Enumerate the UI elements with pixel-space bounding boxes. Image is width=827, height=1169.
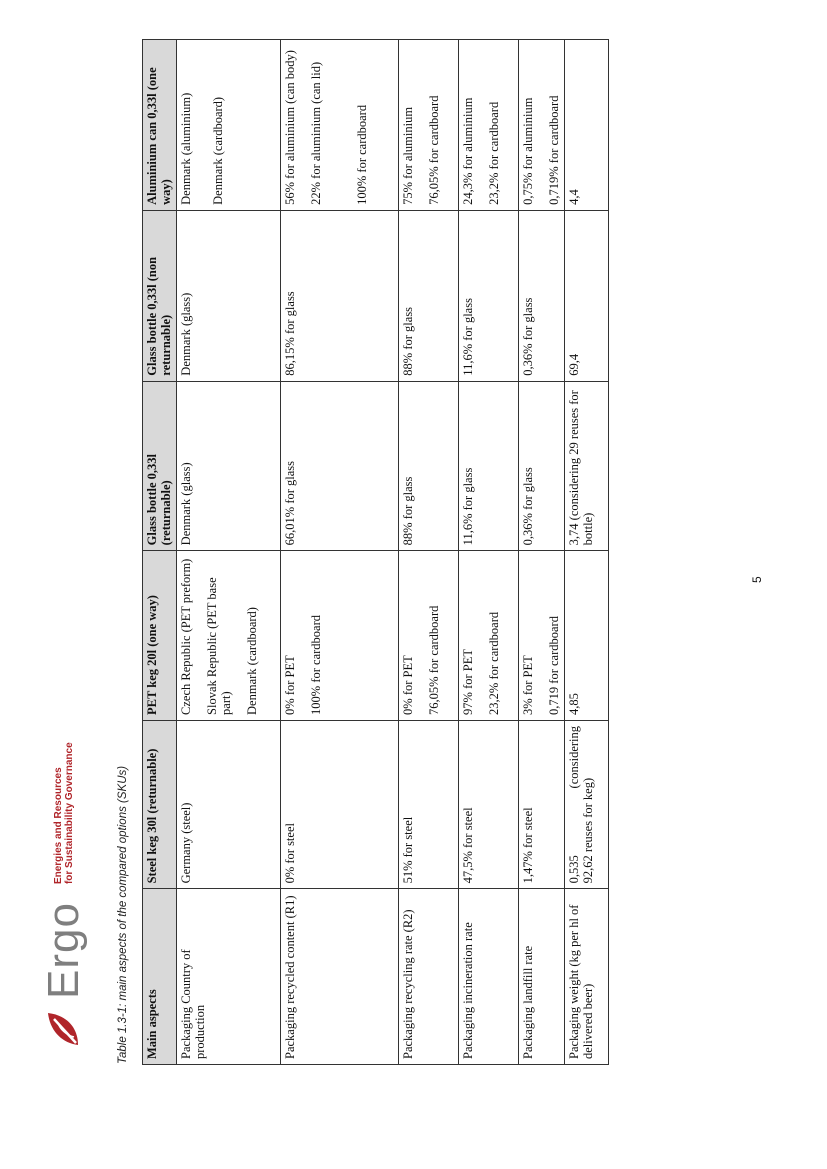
glass-ret-cell: 88% for glass: [399, 381, 459, 551]
glass-nonret-cell: 69,4: [565, 210, 609, 381]
aspect-cell: Packaging recycling rate (R2): [399, 889, 459, 1065]
cell-line: 100% for cardboard: [309, 615, 323, 715]
glass-ret-cell: 66,01% for glass: [281, 381, 399, 551]
alu-cell: [399, 40, 459, 211]
cell-line: 0,719 for cardboard: [547, 616, 561, 715]
pet-cell: [177, 551, 281, 721]
cell-text: 0,535: [567, 855, 581, 884]
aspect-cell: Packaging incineration rate: [459, 889, 519, 1065]
table-row: [459, 40, 519, 1065]
glass-nonret-cell: 11,6% for glass: [459, 210, 519, 381]
cell-line: Denmark (cardboard): [211, 96, 225, 205]
cell-line: 0% for PET: [283, 655, 297, 715]
cell-text: (considering: [567, 725, 581, 789]
pet-cell: 4,85: [565, 551, 609, 721]
header-steel-keg: Steel keg 30l (returnable): [143, 720, 177, 888]
cell-line: 23,2% for cardboard: [487, 611, 501, 715]
cell-line: 100% for cardboard: [355, 104, 369, 205]
cell-line: 76,05% for cardboard: [427, 605, 441, 715]
ergo-logo: [39, 742, 88, 1049]
cell-line: 76,05% for cardboard: [427, 95, 441, 205]
glass-nonret-cell: 0,36% for glass: [519, 210, 565, 381]
glass-ret-cell: 11,6% for glass: [459, 381, 519, 551]
alu-cell: [281, 40, 399, 211]
steel-cell: [565, 720, 609, 888]
aspect-cell: Packaging recycled content (R1): [281, 889, 399, 1065]
cell-line: 23,2% for cardboard: [487, 101, 501, 205]
glass-nonret-cell: Denmark (glass): [177, 210, 281, 381]
pet-cell: [281, 551, 399, 721]
tagline-line-2: for Sustainability Governance: [64, 742, 75, 885]
steel-cell: 0% for steel: [281, 720, 399, 888]
aspect-cell: Packaging landfill rate: [519, 889, 565, 1065]
cell-line: Denmark (aluminium): [179, 92, 193, 205]
cell-line: 24,3% for aluminium: [461, 97, 475, 205]
table-row: [399, 40, 459, 1065]
steel-cell: Germany (steel): [177, 720, 281, 888]
alu-cell: [459, 40, 519, 211]
header-main-aspects: Main aspects: [143, 889, 177, 1065]
aspect-cell: Packaging weight (kg per hl of delivered beer): [565, 889, 609, 1065]
pet-cell: [399, 551, 459, 721]
header-pet-keg: PET keg 20l (one way): [143, 551, 177, 721]
cell-line: 0,719% for cardboard: [547, 95, 561, 205]
header-glass-returnable: Glass bottle 0,33l (returnable): [143, 381, 177, 551]
steel-cell: 47,5% for steel: [459, 720, 519, 888]
cell-line: Czech Republic (PET preform): [179, 558, 193, 715]
pet-cell: [459, 551, 519, 721]
cell-line: 0,75% for aluminium: [521, 97, 535, 205]
header-aluminium-can: Aluminium can 0,33l (one way): [143, 40, 177, 211]
aspect-cell: Packaging Country of production: [177, 889, 281, 1065]
alu-cell: 4,4: [565, 40, 609, 211]
cell-line: 92,62 reuses for keg): [581, 777, 595, 884]
glass-ret-cell: 0,36% for glass: [519, 381, 565, 551]
cell-line: 56% for aluminium (can body): [283, 50, 297, 205]
alu-cell: [519, 40, 565, 211]
glass-nonret-cell: 88% for glass: [399, 210, 459, 381]
cell-line: 22% for aluminium (can lid): [309, 61, 323, 205]
steel-cell: 1,47% for steel: [519, 720, 565, 888]
cell-line: Slovak Republic (PET base part): [205, 577, 233, 715]
cell-line: 0% for PET: [401, 655, 415, 715]
table-row: [177, 40, 281, 1065]
cell-line: 3% for PET: [521, 655, 535, 715]
header-glass-non-returnable: Glass bottle 0,33l (non returnable): [143, 210, 177, 381]
page-number: 5: [750, 576, 764, 583]
logo-tagline: [53, 742, 75, 884]
steel-weight-line: [567, 726, 581, 883]
table-row: [519, 40, 565, 1065]
glass-nonret-cell: 86,15% for glass: [281, 210, 399, 381]
tagline-line-1: Energies and Resources: [53, 767, 64, 885]
steel-cell: 51% for steel: [399, 720, 459, 888]
table-caption: Table 1.3-1: main aspects of the compared options (SKUs): [117, 765, 129, 1064]
glass-ret-cell: Denmark (glass): [177, 381, 281, 551]
table-row: [565, 40, 609, 1065]
cell-line: 97% for PET: [461, 649, 475, 715]
table-header-row: [143, 40, 177, 1065]
cell-line: 75% for aluminium: [401, 106, 415, 205]
table-row: [281, 40, 399, 1065]
logo-wordmark: Ergo: [39, 902, 88, 999]
cell-line: Denmark (cardboard): [245, 607, 259, 715]
ergo-leaf-icon: [44, 1009, 84, 1049]
glass-ret-cell: 3,74 (considering 29 reuses for bottle): [565, 381, 609, 551]
pet-cell: [519, 551, 565, 721]
comparison-table: [142, 39, 609, 1065]
alu-cell: [177, 40, 281, 211]
